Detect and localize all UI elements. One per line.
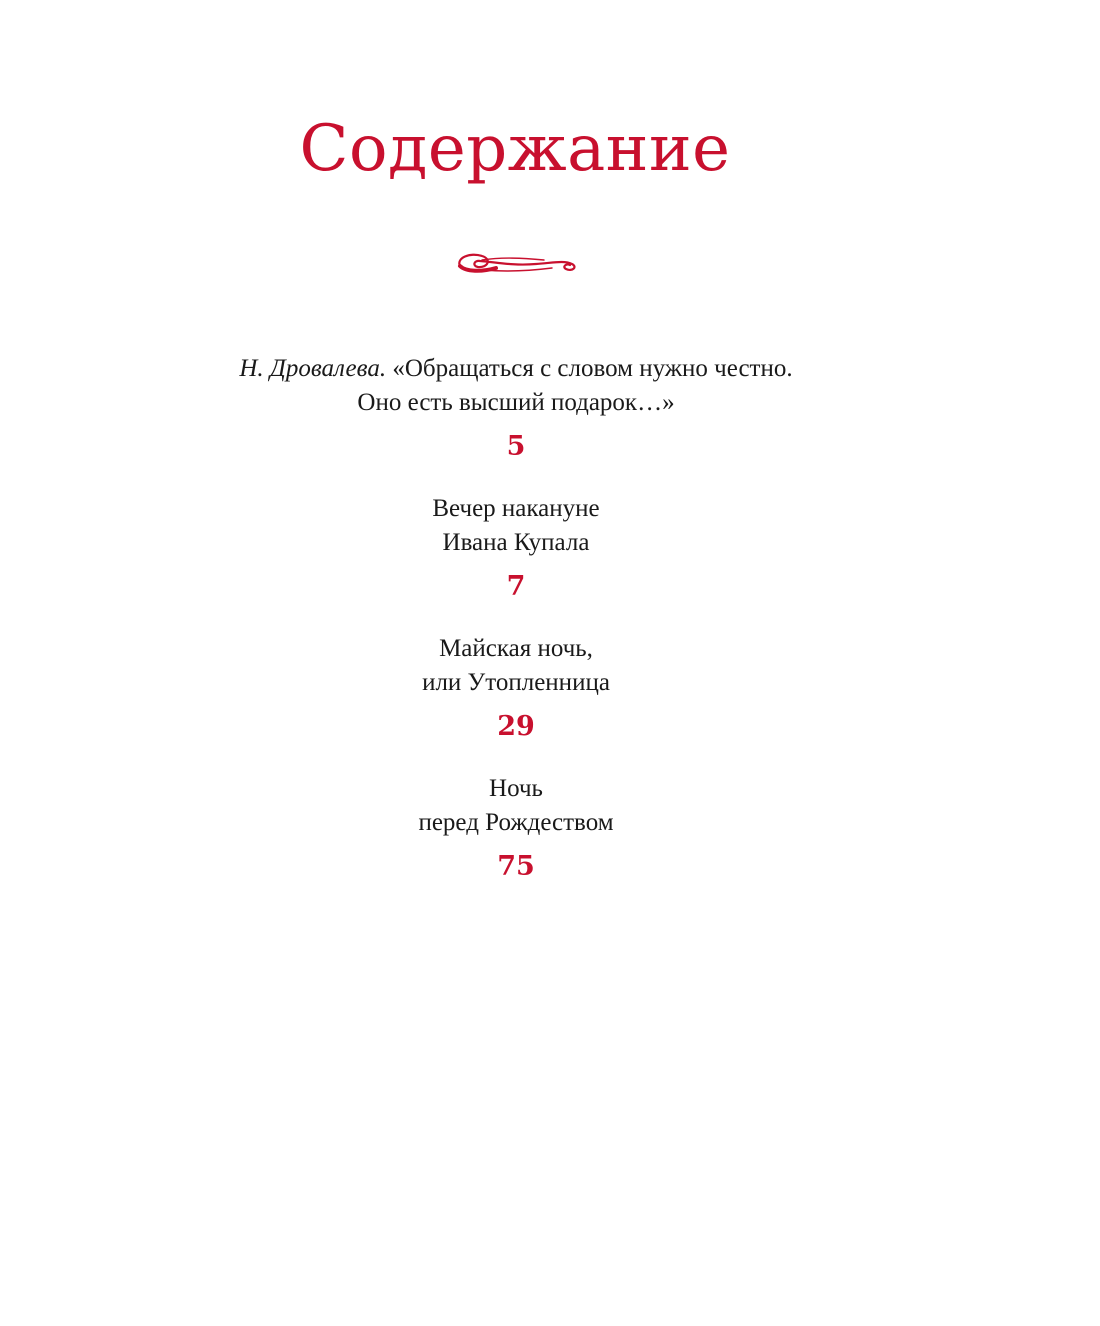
toc-entry-author: Н. Дровалева. (239, 355, 387, 382)
toc-entry-title-line2: или Утопленница (422, 669, 610, 696)
toc-entry-page-number: 5 (506, 431, 526, 462)
toc-entry-title-line2: перед Рождеством (418, 809, 614, 836)
toc-entry[interactable] (0, 492, 1032, 604)
toc-entry[interactable] (0, 352, 1032, 464)
table-of-contents (0, 352, 1032, 912)
toc-entry-title-line1: Майская ночь, (439, 635, 593, 662)
toc-entry-title-line1: Ночь (489, 775, 543, 802)
toc-entry-title (0, 492, 1032, 560)
toc-entry-page-number: 75 (497, 851, 535, 882)
toc-entry[interactable] (0, 772, 1032, 884)
toc-entry-title-line1: «Обращаться с словом нужно честно. (392, 355, 793, 382)
toc-entry-page-number: 29 (497, 711, 535, 742)
toc-entry-title-line1: Вечер накануне (432, 495, 600, 522)
flourish-icon (452, 240, 582, 280)
toc-entry-title (0, 352, 1032, 420)
toc-entry[interactable] (0, 632, 1032, 744)
toc-entry-page-number: 7 (506, 571, 526, 602)
toc-entry-title (0, 772, 1032, 840)
toc-entry-title-line2: Оно есть высший подарок…» (357, 389, 675, 416)
toc-entry-title (0, 632, 1032, 700)
toc-entry-title-line2: Ивана Купала (442, 529, 590, 556)
page-title: Содержание (299, 112, 731, 186)
